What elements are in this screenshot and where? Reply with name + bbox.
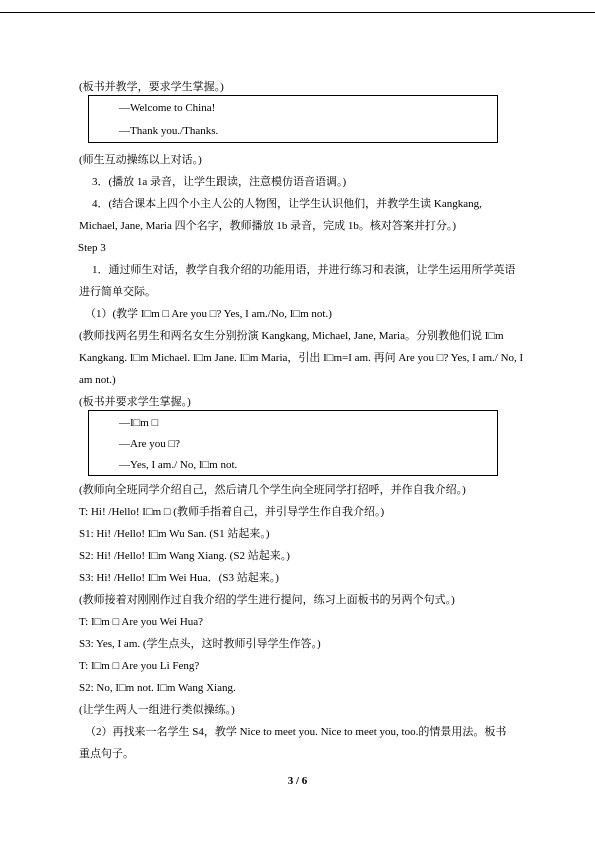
para-line: 重点句子。 — [79, 748, 134, 760]
text-line: T: I□m □ Are you Wei Hua? — [79, 616, 204, 628]
para-line: 进行简单交际。 — [79, 286, 156, 298]
paragraph — [79, 193, 544, 237]
text-line: 3．(播放 1a 录音，让学生跟读，注意模仿语音语调。) — [92, 176, 347, 188]
box-line: —Yes, I am./ No, I□m not. — [119, 459, 238, 471]
para-line: am not.) — [79, 374, 116, 386]
paragraph — [79, 259, 544, 303]
text-line: T: I□m □ Are you Li Feng? — [79, 660, 200, 672]
para-line: Kangkang. I□m Michael. I□m Jane. I□m Maria，引出 I□m=I am. 再问 Are you □? Yes, I am./ No, I — [79, 352, 524, 364]
paragraph — [79, 721, 544, 765]
text-line: (板书并教学，要求学生掌握。) — [79, 81, 224, 93]
blackboard-box-2 — [88, 410, 498, 476]
box-line: —Welcome to China! — [119, 102, 216, 114]
text-line: (师生互动操练以上对话。) — [79, 154, 202, 166]
step-heading: Step 3 — [78, 242, 106, 254]
text-line: (教师接着对刚刚作过自我介绍的学生进行提问，练习上面板书的另两个句式。) — [79, 594, 455, 606]
text-line: T: Hi! /Hello! I□m □ (教师手指着自己，并引导学生作自我介绍。) — [79, 506, 385, 518]
blackboard-box-1 — [88, 95, 498, 143]
box-line: —Thank you./Thanks. — [119, 125, 219, 137]
text-line: S3: Yes, I am. (学生点头，这时教师引导学生作答。) — [79, 638, 321, 650]
text-line: S2: Hi! /Hello! I□m Wang Xiang. (S2 站起来。) — [79, 550, 290, 562]
text-line: S3: Hi! /Hello! I□m Wei Hua．(S3 站起来。) — [79, 572, 279, 584]
page-number: 3 / 6 — [287, 775, 308, 787]
text-line: S1: Hi! /Hello! I□m Wu San. (S1 站起来。) — [79, 528, 270, 540]
para-line: Michael, Jane, Maria 四个名字，教师播放 1b 录音，完成 1b。核对答案并打分。) — [79, 220, 457, 232]
para-line: （2）再找来一名学生 S4，教学 Nice to meet you. Nice to meet you, too.的情景用法。板书 — [85, 726, 507, 738]
box-line: —Are you □? — [119, 438, 181, 450]
text-line: （1）(教学 I□m □ Are you □? Yes, I am./No, I□m not.) — [85, 308, 332, 320]
paragraph — [79, 325, 544, 391]
para-line: (教师找两名男生和两名女生分别扮演 Kangkang, Michael, Jane, Maria。分别教他们说 I□m — [79, 330, 504, 342]
text-line: (教师向全班同学介绍自己，然后请几个学生向全班同学打招呼，并作自我介绍。) — [79, 484, 466, 496]
text-line: (让学生两人一组进行类似操练。) — [79, 704, 235, 716]
box-line: —I□m □ — [119, 417, 159, 429]
text-line: (板书并要求学生掌握。) — [79, 396, 191, 408]
text-line: S2: No, I□m not. I□m Wang Xiang. — [79, 682, 236, 694]
header-rule — [0, 12, 595, 13]
para-line: 1．通过师生对话，教学自我介绍的功能用语，并进行练习和表演，让学生运用所学英语 — [92, 264, 516, 276]
para-line: 4．(结合课本上四个小主人公的人物图，让学生认识他们，并教学生读 Kangkang, — [92, 198, 482, 210]
